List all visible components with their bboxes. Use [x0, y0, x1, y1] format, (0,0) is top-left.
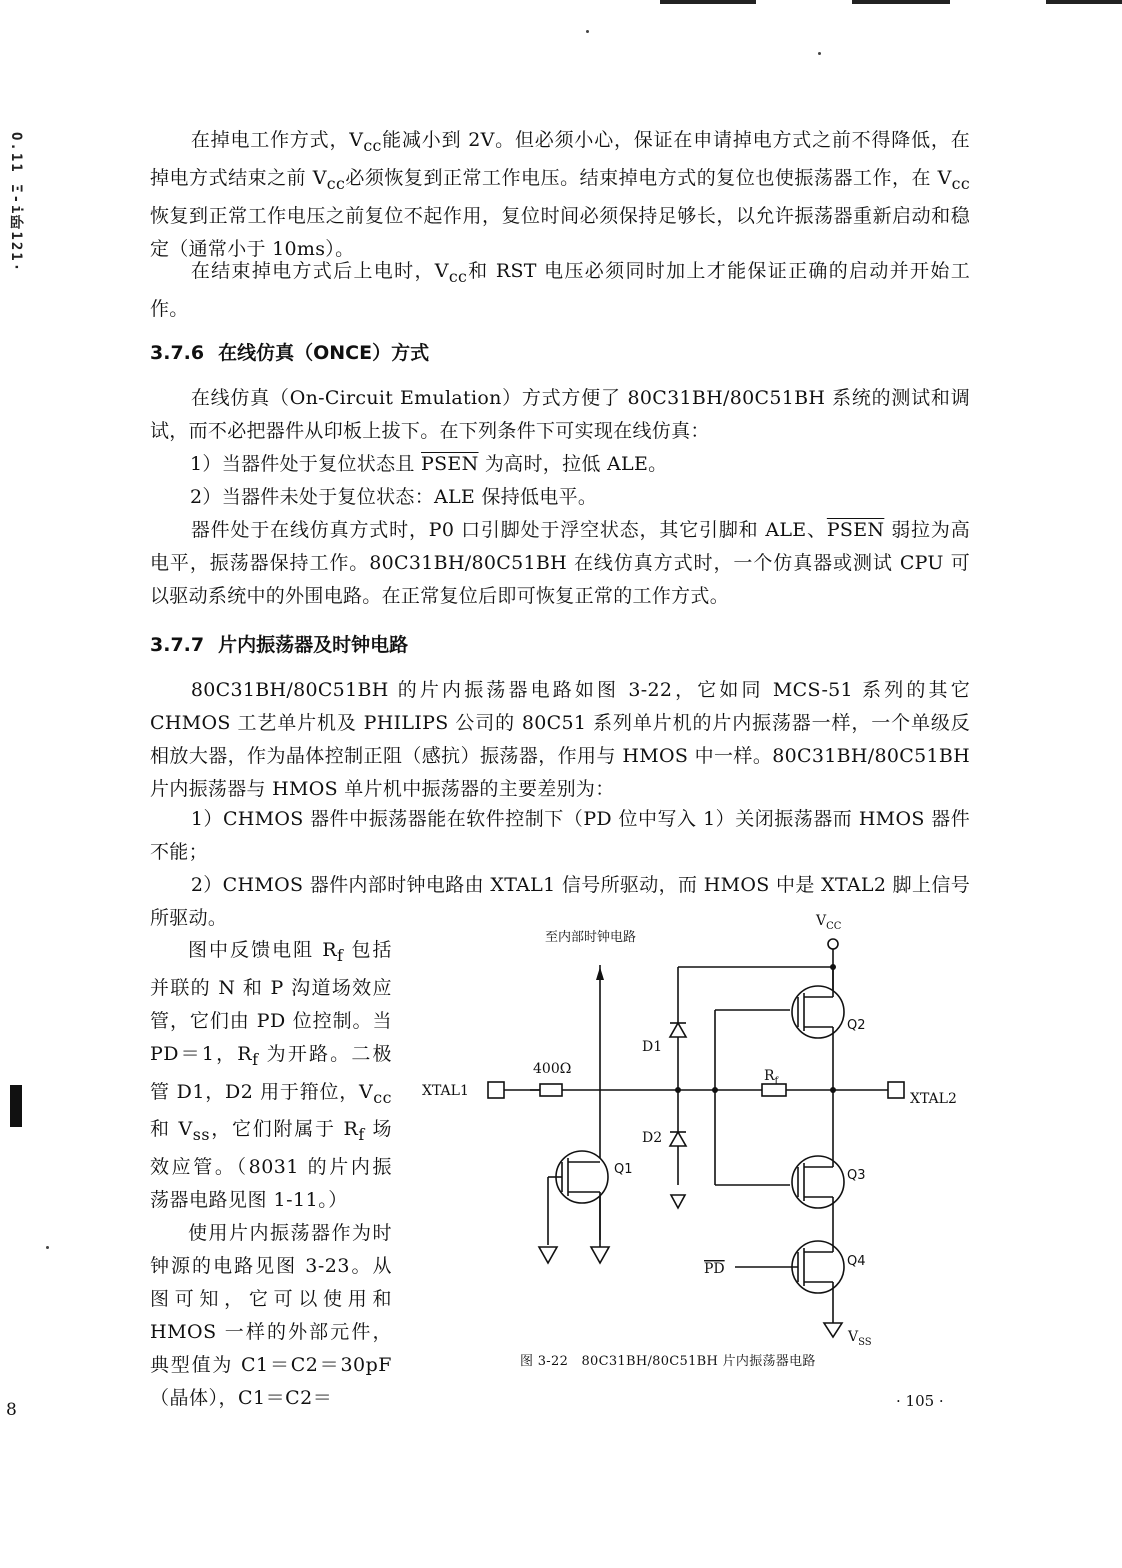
scan-speck [586, 30, 589, 33]
section-title: 在线仿真（ONCE）方式 [218, 342, 430, 364]
scan-speck [818, 52, 821, 55]
list-item: 2）CHMOS 器件内部时钟电路由 XTAL1 信号所驱动，而 HMOS 中是 XTAL2 脚上信号所驱动。 [150, 874, 970, 929]
label-vss: $V_{SS}$ [848, 1329, 872, 1348]
list-item: 1）CHMOS 器件中振荡器能在软件控制下（PD 位中写入 1）关闭振荡器而 HMOS 器件不能； [150, 808, 970, 863]
top-rule [660, 0, 756, 4]
psen-signal: PSEN [826, 519, 885, 541]
label-d1: D1 [642, 1039, 663, 1055]
side-text-column [150, 934, 392, 1415]
paragraph-once-state: 器件处于在线仿真方式时，P0 口引脚处于浮空状态，其它引脚和 ALE、PSEN 弱拉为高电平，振荡器保持工作。80C31BH/80C51BH 在线仿真方式时，一个仿真器或测试 CPU 可以驱动系统中的外围电路。在正常复位后即可恢复正常的工作方式。 [150, 519, 970, 607]
psen-signal: PSEN [421, 453, 479, 475]
list-item: 2）当器件未处于复位状态：ALE 保持低电平。 [190, 486, 598, 508]
label-xtal2: XTAL2 [910, 1091, 957, 1107]
paragraph-oscillator-intro: 80C31BH/80C51BH 的片内振荡器电路如图 3-22，它如同 MCS-51 系列的其它 CHMOS 工艺单片机及 PHILIPS 公司的 80C51 系列单片机的片内振荡器一样，一个单级反相放大器，作为晶体控制正阻（感抗）振荡器，作用与 HMOS 中一样。80C31BH/80C51BH 片内振荡器与 HMOS 单片机中振荡器的主要差别为： [150, 679, 970, 800]
paragraph-power-down: 在掉电工作方式，$V_{cc}$能减小到 2V。但必须小心，保证在申请掉电方式之前不得降低，在掉电方式结束之前 $V_{cc}$必须恢复到正常工作电压。结束掉电方式的复位也使振荡器工作，在 $V_{cc}$恢复到正常工作电压之前复位不起作用，复位时间必须保持足够长，以允许振荡器重新启动和稳定（通常小于 10ms）。 [150, 129, 971, 260]
paragraph-rf-description: 图中反馈电阻 $R_f$ 包括并联的 N 和 P 沟道场效应管，它们由 PD 位控制。当 PD＝1，$R_f$ 为开路。二极管 D1，D2 用于箝位，$V_{cc}$和 $V_{ss}$，它们附属于 $R_f$ 场效应管。（8031 的片内振荡器电路见图 1-11。） [150, 939, 392, 1212]
label-d2: D2 [642, 1130, 663, 1146]
list-item: 1）当器件处于复位状态且 PSEN 为高时，拉低 ALE。 [190, 453, 668, 475]
label-resistor-400: 400Ω [533, 1061, 572, 1077]
margin-number: 8 [6, 1400, 17, 1420]
paragraph-once-intro: 在线仿真（On-Circuit Emulation）方式方便了 80C31BH/80C51BH 系统的测试和调试，而不必把器件从印板上拔下。在下列条件下可实现在线仿真： [150, 387, 970, 442]
label-pd: PD [704, 1261, 725, 1277]
top-rule [1046, 0, 1122, 4]
margin-scan-marks: O.11 Ξ-i卧121· [8, 132, 24, 274]
label-rf: $R_f$ [764, 1068, 779, 1087]
scan-speck [46, 1246, 49, 1249]
figure-caption: 图 3-22 80C31BH/80C51BH 片内振荡器电路 [520, 1354, 816, 1369]
section-title: 片内振荡器及时钟电路 [218, 634, 409, 656]
margin-black-bar [10, 1085, 22, 1127]
section-heading-once [150, 338, 429, 365]
oscillator-circuit-diagram [410, 905, 990, 1375]
page-number: · 105 · [896, 1392, 944, 1410]
label-q3: Q3 [847, 1168, 866, 1183]
label-xtal1: XTAL1 [422, 1083, 469, 1099]
top-rule [852, 0, 950, 4]
label-to-internal-clock: 至内部时钟电路 [545, 930, 637, 945]
label-q2: Q2 [847, 1018, 866, 1033]
label-q4: Q4 [847, 1254, 866, 1269]
section-number: 3.7.7 [150, 634, 205, 656]
paragraph-power-up: 在结束掉电方式后上电时，$V_{cc}$和 RST 电压必须同时加上才能保证正确的启动并开始工作。 [150, 260, 970, 320]
label-vcc: $V_{CC}$ [816, 913, 842, 932]
section-number: 3.7.6 [150, 342, 205, 364]
paragraph-clock-source: 使用片内振荡器作为时钟源的电路见图 3-23。从图可知，它可以使用和 HMOS 一样的外部元件，典型值为 C1＝C2＝30pF（晶体），C1＝C2＝ [150, 1222, 392, 1410]
label-q1: Q1 [614, 1162, 633, 1177]
section-heading-oscillator [150, 630, 408, 657]
